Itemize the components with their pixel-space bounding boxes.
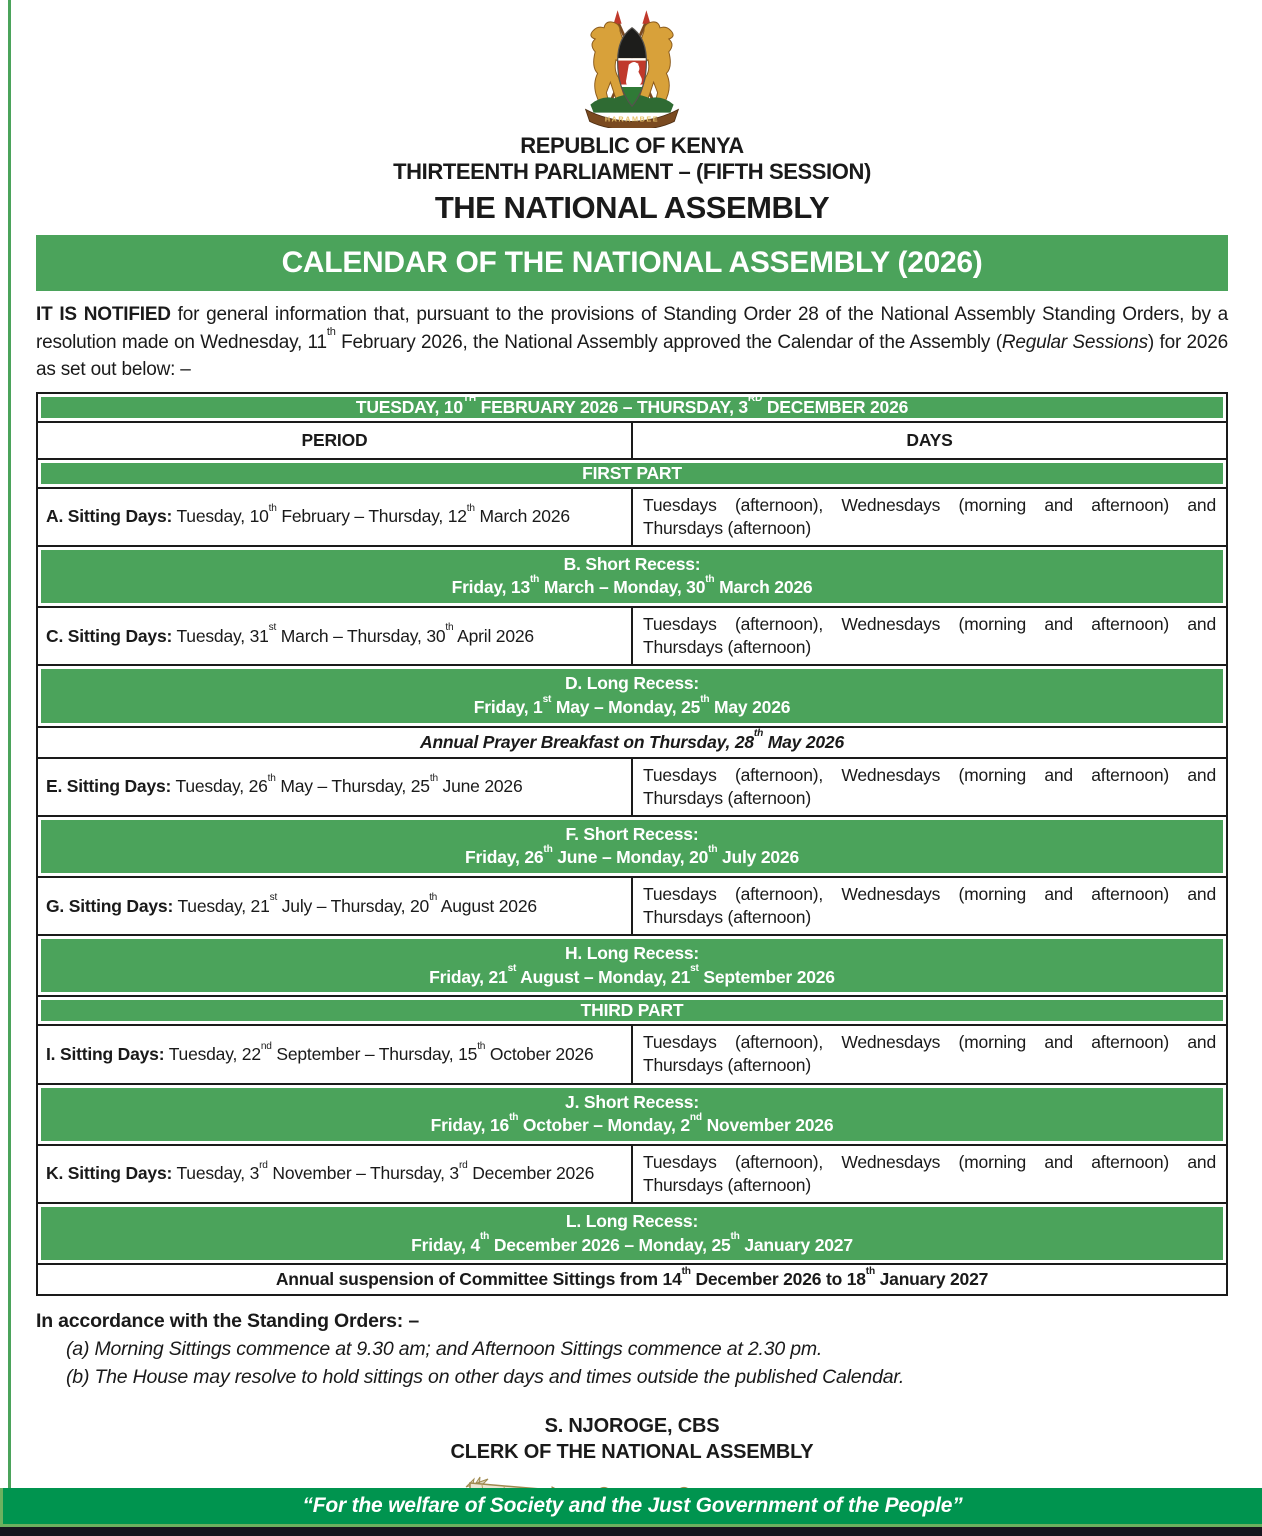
period-column-header: PERIOD (37, 422, 632, 459)
parliament-heading: THIRTEENTH PARLIAMENT – (FIFTH SESSION) (393, 158, 871, 184)
masthead (36, 0, 1228, 225)
sitting-period-cell: E. Sitting Days: Tuesday, 26th May – Thursday, 25th June 2026 (37, 758, 632, 816)
assembly-heading: THE NATIONAL ASSEMBLY (434, 189, 830, 225)
sitting-days-cell: Tuesdays (afternoon), Wednesdays (morning and afternoon) and Thursdays (afternoon) (632, 488, 1227, 546)
session-dates-cell: TUESDAY, 10TH FEBRUARY 2026 – THURSDAY, 3RD DECEMBER 2026 (37, 393, 1227, 422)
recess-cell: B. Short Recess: Friday, 13th March – Monday, 30th March 2026 (37, 546, 1227, 607)
standing-orders-item-a: (a) Morning Sittings commence at 9.30 am; and Afternoon Sittings commence at 2.30 pm. (66, 1338, 823, 1361)
table-row-sitting (37, 1145, 1227, 1203)
part-heading-cell: THIRD PART (37, 996, 1227, 1025)
motto-bar (0, 1488, 1262, 1527)
table-row-recess (37, 665, 1227, 726)
sitting-days-cell: Tuesdays (afternoon), Wednesdays (morning and afternoon) and Thursdays (afternoon) (632, 607, 1227, 665)
recess-cell: D. Long Recess: Friday, 1st May – Monday, 25th May 2026 (37, 665, 1227, 726)
table-row-sitting (37, 488, 1227, 546)
table-row-recess (37, 935, 1227, 996)
annual-note-cell: Annual Prayer Breakfast on Thursday, 28th May 2026 (37, 727, 1227, 758)
sitting-period-cell: I. Sitting Days: Tuesday, 22nd September – Thursday, 15th October 2026 (37, 1025, 632, 1083)
calendar-banner-title: CALENDAR OF THE NATIONAL ASSEMBLY (2026) (281, 246, 983, 279)
standing-orders (36, 1310, 1228, 1389)
signature-block (36, 1413, 1228, 1465)
days-column-header: DAYS (632, 422, 1227, 459)
kenya-coat-of-arms-icon (568, 6, 696, 128)
standing-orders-item-b: (b) The House may resolve to hold sittings on other days and times outside the published Calendar. (66, 1366, 905, 1389)
table-row-recess (37, 1203, 1227, 1264)
signatory-title: CLERK OF THE NATIONAL ASSEMBLY (450, 1441, 814, 1464)
table-row-note-italic (37, 727, 1227, 758)
sitting-period-cell: A. Sitting Days: Tuesday, 10th February – Thursday, 12th March 2026 (37, 488, 632, 546)
recess-cell: J. Short Recess: Friday, 16th October – Monday, 2nd November 2026 (37, 1084, 1227, 1145)
recess-cell: H. Long Recess: Friday, 21st August – Monday, 21st September 2026 (37, 935, 1227, 996)
part-heading-cell: FIRST PART (37, 459, 1227, 488)
republic-heading: REPUBLIC OF KENYA (520, 133, 744, 158)
table-row-sitting (37, 877, 1227, 935)
sitting-period-cell: G. Sitting Days: Tuesday, 21st July – Thursday, 20th August 2026 (37, 877, 632, 935)
sitting-days-cell: Tuesdays (afternoon), Wednesdays (morning and afternoon) and Thursdays (afternoon) (632, 1025, 1227, 1083)
table-row-colheads (37, 422, 1227, 459)
bottom-dark-strip (0, 1527, 1262, 1536)
sitting-days-cell: Tuesdays (afternoon), Wednesdays (morning and afternoon) and Thursdays (afternoon) (632, 1145, 1227, 1203)
standing-orders-heading: In accordance with the Standing Orders: – (36, 1310, 419, 1333)
recess-cell: F. Short Recess: Friday, 26th June – Monday, 20th July 2026 (37, 816, 1227, 877)
table-row-sitting (37, 1025, 1227, 1083)
emblem-motto-text: HARAMBEE (604, 114, 660, 124)
table-row-sitting (37, 758, 1227, 816)
table-row-part (37, 459, 1227, 488)
signatory-name: S. NJOROGE, CBS (544, 1415, 720, 1438)
table-row-note-bold (37, 1264, 1227, 1295)
table-row-recess (37, 1084, 1227, 1145)
annual-note-cell: Annual suspension of Committee Sittings from 14th December 2026 to 18th January 2027 (37, 1264, 1227, 1295)
notification-paragraph: IT IS NOTIFIED for general information that, pursuant to the provisions of Standing Order 28 of the National Assembly Standing Orders, by a resolution made on Wednesday, 11th February 2026, the National Assembly approved the Calendar of the Assembly (Regular Sessions) for 2026 as set out below: – (36, 304, 1229, 381)
page-left-green-rule (8, 0, 11, 1490)
motto-text: “For the welfare of Society and the Just Government of the People” (302, 1494, 963, 1517)
table-row-recess (37, 546, 1227, 607)
sitting-period-cell: K. Sitting Days: Tuesday, 3rd November – Thursday, 3rd December 2026 (37, 1145, 632, 1203)
recess-cell: L. Long Recess: Friday, 4th December 2026 – Monday, 25th January 2027 (37, 1203, 1227, 1264)
calendar-table (36, 392, 1228, 1297)
sitting-days-cell: Tuesdays (afternoon), Wednesdays (morning and afternoon) and Thursdays (afternoon) (632, 758, 1227, 816)
sitting-period-cell: C. Sitting Days: Tuesday, 31st March – Thursday, 30th April 2026 (37, 607, 632, 665)
calendar-banner (36, 235, 1228, 291)
table-row-sitting (37, 607, 1227, 665)
table-row-title (37, 393, 1227, 422)
sitting-days-cell: Tuesdays (afternoon), Wednesdays (morning and afternoon) and Thursdays (afternoon) (632, 877, 1227, 935)
table-row-recess (37, 816, 1227, 877)
table-row-part (37, 996, 1227, 1025)
